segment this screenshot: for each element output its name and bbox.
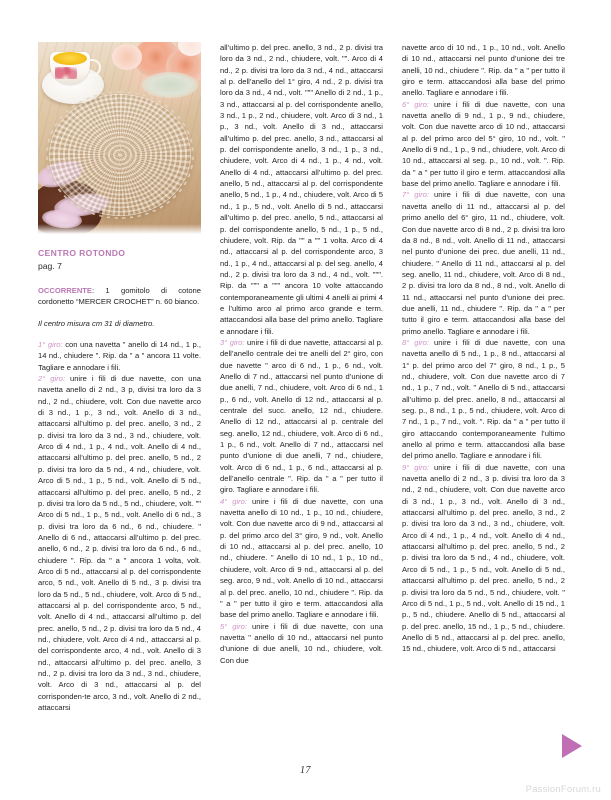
round-6-label: 6° giro:: [402, 99, 429, 109]
rose-core: [177, 57, 194, 73]
round-3-paragraph: [220, 337, 383, 496]
round-5-paragraph: [220, 621, 383, 666]
materials-text: : 1 gomitolo di cotone cordonetto “MERCER CROCHET” n. 60 bianco.: [38, 286, 201, 307]
column-2: [220, 42, 383, 770]
round-9-label: 9° giro:: [402, 462, 429, 472]
round-1-text: con una navetta " anello di 14 nd., 1 p., 14 nd., chiudere ". Rip. da " a " ancora 11 volte. Tagliare e annodare i fili.: [38, 340, 201, 372]
doily-scalloped-edge: [46, 91, 194, 219]
watermark: PassionForum.ru: [525, 784, 601, 795]
round-4-text: unire i fili di due navette, con una navetta anello di 10 nd., 1 p., 10 nd., chiudere, volt. Con due navette arco di 9 nd., attaccarsi al p. del primo arco del 3° giro, 9 nd., volt. Anello di 10 nd., attaccarsi al p. del prec. anello, 10 nd., chiudere. " Anello di 10 nd., 1 p., 10 nd., chiudere, volt. Arco di 9 nd., attaccarsi al p. del seg. arco, 9 nd., volt. Anello di 10 nd., attaccarsi al p. del prec. anello, 10 nd., chiudere ". Rip. da " a " per tutto il giro e term. attaccandosi alla base del primo anello. Tagliare e annodare i fili.: [220, 496, 383, 620]
photo-bottom-fade: [38, 224, 201, 234]
rose-icon: [112, 44, 142, 70]
round-6-text: unire i fili di due navette, con una navetta anello di 9 nd., 1 p., 9 nd., chiudere, volt. Con due navette arco di 10 nd., attaccarsi al p. del primo arco del 5° giro, 10 nd., volt. " Anello di 9 nd., 1 p., 9 nd., chiudere, volt. Arco di 10 nd., attaccarsi al seg. p., 10 nd., volt. ". Rip. da " a " per tutto il giro e term. attaccandosi alla base del primo anello. Tagliare e annodare i fili.: [402, 99, 565, 189]
round-8-paragraph: [402, 337, 565, 462]
tea-liquid: [53, 52, 87, 65]
round-2-paragraph: [38, 373, 201, 713]
lace-doily: [49, 94, 191, 216]
round-4-label: 4° giro:: [220, 496, 247, 506]
round-8-label: 8° giro:: [402, 337, 429, 347]
round-6-paragraph: [402, 99, 565, 190]
round-9-paragraph: [402, 462, 565, 655]
materials-paragraph: [38, 285, 201, 308]
round-7-paragraph: [402, 189, 565, 336]
round-2-continuation: all’ultimo p. del prec. anello, 3 nd., 2 p. divisi tra loro da 3 nd., 2 nd., chiudere, volt. "". Arco di 4 nd., 2 p. divisi tra loro da 3 nd., 4 nd., attaccarsi al p. dell’anello del 1° giro, 4 nd., 2 p. divisi tra loro da 3 nd., 4 nd., volt. """ Anello di 2 nd., 1 p., 3 nd., attaccarsi al p. del corrispondente anello, 3 nd., 1 p., 2 nd., chiudere, volt. Arco di 3 nd., 1 p., 3 nd., volt. Anello di 3 nd., attaccarsi all’ultimo p. del prec. anello, 3 nd., attaccarsi al p. del corrispondente anello, 3 nd., 1 p., 3 nd., chiudere, volt. Arco di 4 nd., 1 p., 4 nd., volt. Anello di 4 nd., attaccarsi all’ultimo p. del prec. anello, 5 nd., attaccarsi al p. del corrispondente anello, 5 nd., 1 p., 4 nd., chiudere, volt. Arco di 5 nd., 1 p., 5 nd., volt. Anello di 5 nd., attaccarsi all’ultimo p. del prec. anello, 5 nd., attaccarsi al p. del corrispondente anello, 5 nd., 1 p., 5 nd., chiudere, volt. Rip. da "" a "" 1 volta. Arco di 4 nd., attaccarsi al p. del corrispondente arco, 3 nd., 1 p., 4 nd., attaccarsi al p. del seg. anello, 4 nd., 2 p. divisi tra loro da 3 nd., 4 nd., volt. """. Rip. da """ a """ ancora 10 volte attaccando contemporaneamente gli ultimi 4 anelli ai primi 4 e l’ultimo arco al primo arco grande e term. attaccandosi alla base del primo anello. Tagliare e annodare i fili.: [220, 43, 383, 336]
triangle-right-icon[interactable]: [562, 734, 582, 758]
rose-core: [146, 48, 166, 66]
column-3: [402, 42, 565, 770]
cup-floral-pattern: [55, 67, 77, 79]
round-3-text: unire i fili di due navette, attaccarsi al p. dell’anello centrale dei tre anelli del 2° giro, con due navette " arco di 6 nd., 1 p., 6 nd., volt. Anello di 7 nd., attaccarsi nel punto d’unione di due anelli, 7 nd., chiudere, volt. Arco di 6 nd., 1 p., 6 nd., volt. Anello di 12 nd., attaccarsi al p. centrale del succ. anello, 12 nd., chiudere. Anello di 12 nd., attaccarsi al p. centrale del seg. anello, 12 nd., chiudere, volt. Arco di 6 nd., 1 p., 6 nd., volt. Anello di 7 nd., attaccarsi nel punto d’unione di due anelli, 7 nd., chiudere, volt. Arco di 6 nd., 1 p., 6 nd., attaccarsi al p. dell’anello centrale ". Rip. da " a " per tutto il giro. Tagliare e annodare i fili.: [220, 337, 383, 495]
round-2-text: unire i fili di due navette, con una navetta anello di 2 nd., 3 p, divisi tra loro da 3 nd., 2 nd., chiudere, volt. Con due navette arco di 3 nd., 1 p., 3 nd., volt. Anello di 3 nd., attaccarsi all’ultimo p. del prec. anello, 3 nd., 2 p. divisi tra loro da 3 nd., 3 nd., chiudere, volt. Arco di 4 nd., 1 p., 4 nd., volt. Anello di 4 nd., attaccarsi all’ultimo p. del prec. anello, 5 nd., 2 p. divisi tra loro da 5 nd., 4 nd., chiudere, volt. Arco di 5 nd., 1 p., 5 nd., volt. Anello di 5 nd., attaccarsi all’ultimo p. del prec. anello, 5 nd., 2 p. divisi tra loro da 5 nd., 5 nd., chiudere, volt. "" Arco di 5 nd., 1 p., 5 nd., volt. Anello di 6 nd., 3 p. divisi tra loro da 6 nd., 6 nd., chiudere. " Anello di 6 nd., attaccarsi all’ultimo p. del prec. anello, 6 nd., 2 p. divisi tra loro da 6 nd., 6 nd., chiudere ". Rip. da " a " ancora 1 volta, volt. Arco di 5 nd., attaccarsi al p. del corrispondente arco, 5 nd., volt. Anello di 5 nd., 3 p. divisi tra loro da 5 nd., 5 nd., chiudere, volt. Arco di 5 nd., attaccarsi al p. del corrispondente arco, 5 nd., volt. Anello di 4 nd., attaccarsi all’ultimo p. del prec. anello, 5 nd., 2 p. divisi tra loro da 5 nd., 4 nd., chiudere, volt. Arco di 4 nd., attaccarsi al p. del corrispondente arco, 4 nd., volt. Anello di 3 nd., attaccarsi all’ultimo p. del prec. anello, 3 nd., 2 p. divisi tra loro da 3 nd., 3 nd., chiudere, volt. Arco di 3 nd., attaccarsi al p. del corrisponden-te arco, 3 nd., volt. Anello di 2 nd., attaccarsi: [38, 374, 201, 713]
round-3-label: 3° giro:: [220, 337, 245, 347]
foliage: [142, 72, 198, 98]
round-doily-photo: [38, 42, 201, 234]
page-number: 17: [300, 765, 311, 776]
round-1-label: 1° giro:: [38, 340, 63, 350]
photo-background: [38, 42, 201, 234]
page-title: CENTRO ROTONDO: [38, 248, 126, 258]
round-4-paragraph: [220, 496, 383, 621]
round-9-text: unire i fili di due navette, con una navetta anello di 2 nd., 3 p. divisi tra loro da 3 nd., 2 nd., chiudere, volt. Con due navette arco di 3 nd., 1 p., 3 nd., volt. Anello di 3 nd., attaccarsi all’ultimo p. del prec. anello, 3 nd., 2 p. divisi tra loro da 3 nd., 3 nd., chiudere, volt. Arco di 4 nd., 1 p., 4 nd., volt. Anello di 4 nd., attaccarsi all’ultimo p. del prec. anello, 5 nd., 2 p. divisi tra loro da 5 nd., 4 nd., chiudere, volt. Arco di 5 nd., 1 p., 5 nd., volt. Anello di 5 nd., attaccarsi all’ultimo p. del prec. anello, 5 nd., 2 p. divisi tra loro da 5 nd., 5 nd., chiudere, volt. " Arco di 5 nd., 1 p., 5 nd., volt. Anello di 15 nd., 1 p., 5 nd., chiudere. Anello di 5 nd., attaccarsi al p. del prec. anello, 15 nd., 1 p., 5 nd., chiudere. Anello di 5 nd., attaccarsi al p. del prec. anello, 15 nd., chiudere, volt. Arco di 5 nd., attaccarsi: [402, 462, 565, 654]
round-1-paragraph: [38, 339, 201, 373]
round-5-text: unire i fili di due navette, con una navetta " anello di 10 nd., attaccarsi nel punto d’unione di due anelli, 10 nd., chiudere, volt. Con due: [220, 621, 383, 665]
round-7-text: unire i fili di due navette, con una navetta anello di 11 nd., attaccarsi al p. del primo anello del 6° giro, 11 nd., chiudere, volt. Con due navette arco di 8 nd., 2 p. divisi tra loro da 8 nd., 8 nd., volt. Anello di 11 nd., attaccarsi nel punto d’unione dei prec. due anelli, 11 nd., chiudere. " Anello di 11 nd., attaccarsi al p. del seg. anello, 11 nd., chiudere, volt. Arco di 8 nd., 2 p. divisi tra loro da 8 nd., 8 nd., volt. Anello di 11 nd., attaccarsi nel punto d’unione dei prec. due anelli, 11 nd., chiudere ". Rip. da " a " per tutto il giro e term. attaccandosi alla base del primo anello. Tagliare e annodare i fili.: [402, 190, 565, 336]
round-2-label: 2° giro:: [38, 374, 65, 384]
page-reference: pag. 7: [38, 261, 62, 271]
size-note: Il centro misura cm 31 di diametro.: [38, 318, 155, 328]
round-8-text: unire i fili di due navette, con una navetta anello di 5 nd., 1 p., 8 nd., attaccarsi al 1° p. del primo arco del 7° giro, 8 nd., 1 p., 5 nd., chiudere, volt. Con due navette arco di 7 nd., 1 p., 7 nd., volt. " Anello di 5 nd., attaccarsi all’ultimo p. del prec. anello, 8 nd., attaccarsi al seg. p., 8 nd., 1 p., 5 nd., chiudere, volt. Arco di 7 nd., 1 p., 7 nd., volt. ". Rip. da " a " per tutto il giro attaccando contemporaneamente l’ultimo anello al primo e term. attaccandosi alla base del primo anello. Tagliare e annodare i fili.: [402, 337, 565, 461]
round-7-label: 7° giro:: [402, 190, 429, 200]
column-1: [38, 42, 201, 770]
round-5-label: 5° giro:: [220, 621, 247, 631]
materials-label: OCCORRENTE: [38, 286, 93, 295]
round-5-continuation: navette arco di 10 nd., 1 p., 10 nd., volt. Anello di 10 nd., attaccarsi nel punto d’unione dei tre anelli, 10 nd., chiudere ". Rip. da " a " per tutto il giro e term. attaccandosi alla base del primo anello. Tagliare e annodare i fili.: [402, 43, 565, 98]
